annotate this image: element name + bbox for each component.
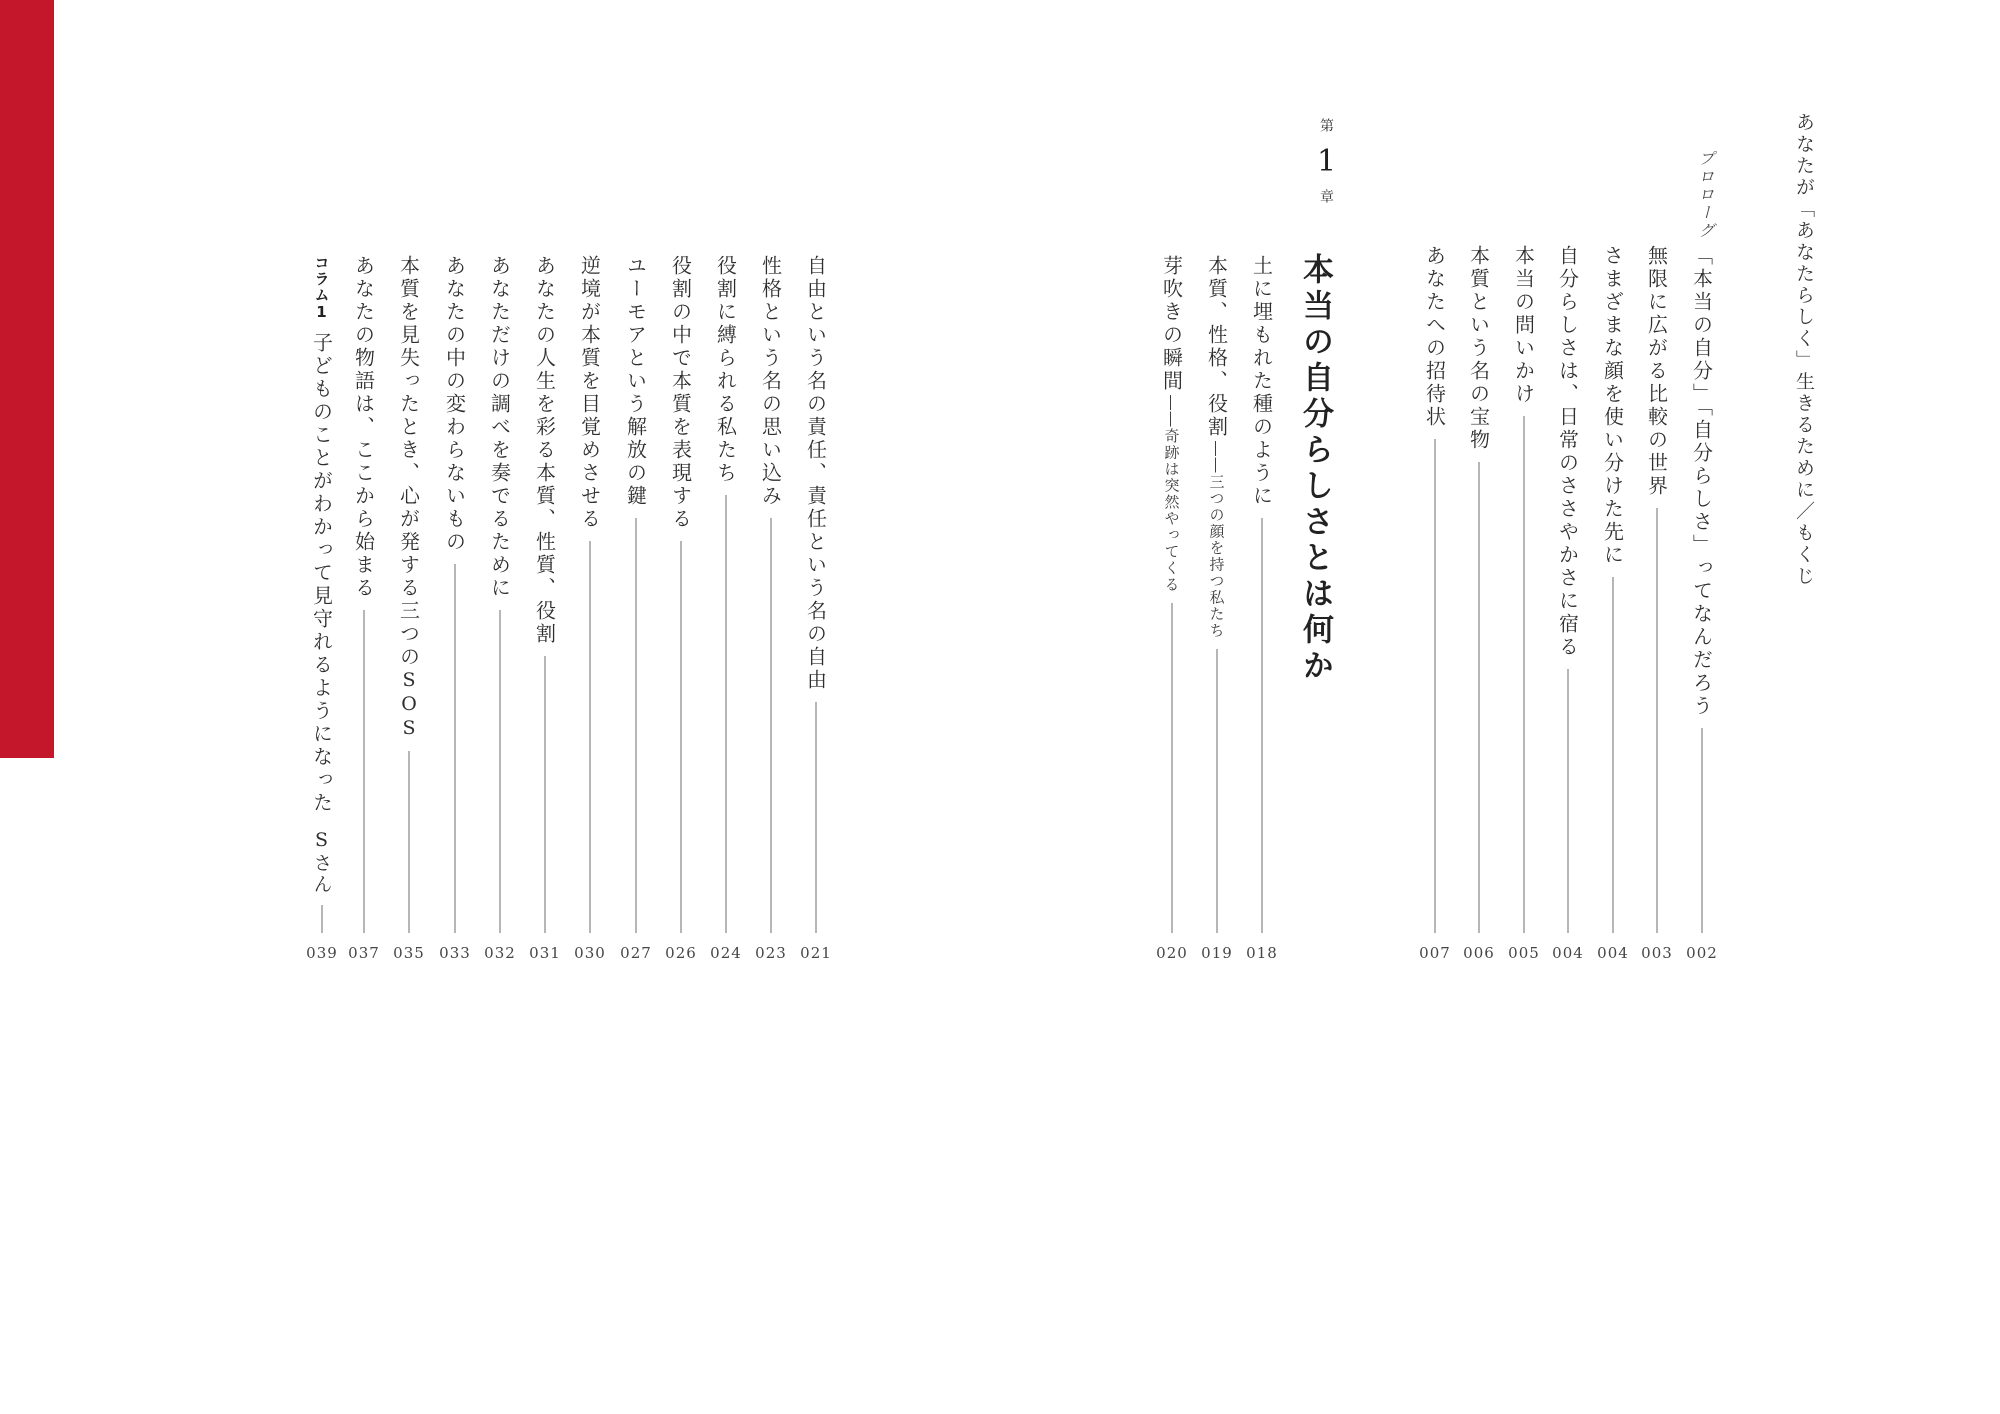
entry-page-number: 031 [529, 944, 561, 962]
entry-page-number: 023 [755, 944, 787, 962]
entry-title: 自由という名の責任、責任という名の自由 [803, 255, 828, 692]
entry-title: あなたの物語は、ここから始まる [351, 255, 376, 600]
toc-entry-column [1413, 245, 1457, 962]
entry-title: 子どものことがわかって見守れるようになった [309, 332, 334, 815]
entry-page-number: 020 [1156, 944, 1188, 962]
toc-entry-column [523, 255, 567, 962]
chapter-label-number: 1 [1309, 144, 1344, 180]
toc-entry-column [433, 255, 477, 962]
leader-line [749, 518, 793, 933]
entry-latin: SOS [398, 669, 420, 741]
entry-page-number: 026 [665, 944, 697, 962]
prologue-label: プロローグ [1696, 150, 1715, 240]
toc-entry-column [614, 255, 658, 962]
entry-page-number: 006 [1463, 944, 1495, 962]
toc-entry-column [704, 255, 748, 962]
chapter-label-suffix: 章 [1318, 189, 1334, 206]
toc-entry-column [794, 255, 838, 962]
toc-entry-column [342, 255, 386, 962]
entry-title: ユーモアという解放の鍵 [623, 255, 648, 508]
toc-entry-column [1546, 245, 1590, 962]
entry-title: 本質を見失ったとき、心が発する三つの [396, 255, 421, 669]
leader-line [1413, 439, 1457, 933]
entry-page-number: 037 [348, 944, 380, 962]
red-ribbon [0, 0, 54, 758]
entry-page-number: 005 [1508, 944, 1540, 962]
leader-line [1150, 603, 1194, 933]
toc-entry-column [1680, 245, 1724, 962]
entry-page-number: 027 [620, 944, 652, 962]
entry-title: さまざまな顔を使い分けた先に [1600, 245, 1625, 567]
entry-title: 本当の問いかけ [1511, 245, 1536, 406]
entry-title: 役割の中で本質を表現する [668, 255, 693, 531]
leader-line [1591, 577, 1635, 933]
toc-entry-column [387, 255, 431, 962]
leader-line [1240, 518, 1284, 933]
toc-entry-column [659, 255, 703, 962]
entry-page-number: 002 [1686, 944, 1718, 962]
toc-entry-column [1591, 245, 1635, 962]
entry-title: あなただけの調べを奏でるために [487, 255, 512, 600]
entry-subtitle: ――三つの顔を持つ私たち [1207, 441, 1226, 639]
toc-entry-column [1195, 255, 1239, 962]
leader-line [1195, 649, 1239, 933]
entry-title: 本質、性格、役割 [1204, 255, 1229, 439]
toc-entry-column [1502, 245, 1546, 962]
entry-page-number: 024 [710, 944, 742, 962]
entry-suffix: Sさん [310, 829, 333, 895]
leader-line [704, 495, 748, 933]
entry-title: 「本当の自分」「自分らしさ」ってなんだろう [1689, 245, 1714, 718]
toc-entry-column [749, 255, 793, 962]
leader-line [1457, 462, 1501, 933]
toc-entry-column [1150, 255, 1194, 962]
chapter1-label [1300, 118, 1344, 205]
entry-title: 土に埋もれた種のように [1249, 255, 1274, 508]
entry-title: あなたの人生を彩る本質、性質、役割 [532, 255, 557, 646]
chapter-label-prefix: 第 [1318, 118, 1334, 134]
leader-line [614, 518, 658, 933]
entry-title: 自分らしさは、日常のささやかさに宿る [1555, 245, 1580, 659]
entry-title: あなたの中の変わらないもの [442, 255, 467, 554]
leader-line [1502, 416, 1546, 933]
leader-line [387, 751, 431, 933]
toc-entry-column [1457, 245, 1501, 962]
leader-line [1635, 508, 1679, 933]
entry-title: 無限に広がる比較の世界 [1644, 245, 1669, 498]
entry-page-number: 032 [484, 944, 516, 962]
leader-line [478, 610, 522, 933]
entry-title: 逆境が本質を目覚めさせる [577, 255, 602, 531]
entry-page-number: 004 [1597, 944, 1629, 962]
entry-page-number: 030 [574, 944, 606, 962]
entry-page-number: 004 [1552, 944, 1584, 962]
entry-page-number: 018 [1246, 944, 1278, 962]
toc-entry-column [568, 255, 612, 962]
entry-page-number: 019 [1201, 944, 1233, 962]
entry-page-number: 033 [439, 944, 471, 962]
leader-line [1680, 728, 1724, 933]
toc-entry-column [300, 255, 344, 962]
leader-line [342, 610, 386, 933]
entry-page-number: 003 [1641, 944, 1673, 962]
leader-line [794, 702, 838, 933]
entry-title: 芽吹きの瞬間 [1159, 255, 1184, 393]
leader-line [523, 656, 567, 933]
entry-page-number: 035 [393, 944, 425, 962]
chapter1-title: 本当の自分らしさとは何か [1297, 253, 1333, 685]
toc-entry-column [1240, 255, 1284, 962]
leader-line [300, 905, 344, 933]
leader-line [568, 541, 612, 933]
toc-header: あなたが「あなたらしく」生きるために／もくじ [1793, 112, 1815, 588]
column-badge: コラム1 [312, 255, 331, 322]
toc-entry-column [1635, 245, 1679, 962]
entry-title: 本質という名の宝物 [1466, 245, 1491, 452]
leader-line [659, 541, 703, 933]
entry-title: 性格という名の思い込み [758, 255, 783, 508]
leader-line [433, 564, 477, 933]
entry-title: 役割に縛られる私たち [713, 255, 738, 485]
entry-page-number: 039 [306, 944, 338, 962]
leader-line [1546, 669, 1590, 933]
toc-entry-column [478, 255, 522, 962]
entry-page-number: 007 [1419, 944, 1451, 962]
entry-subtitle: ――奇跡は突然やってくる [1162, 395, 1181, 593]
entry-page-number: 021 [800, 944, 832, 962]
entry-title: あなたへの招待状 [1422, 245, 1447, 429]
